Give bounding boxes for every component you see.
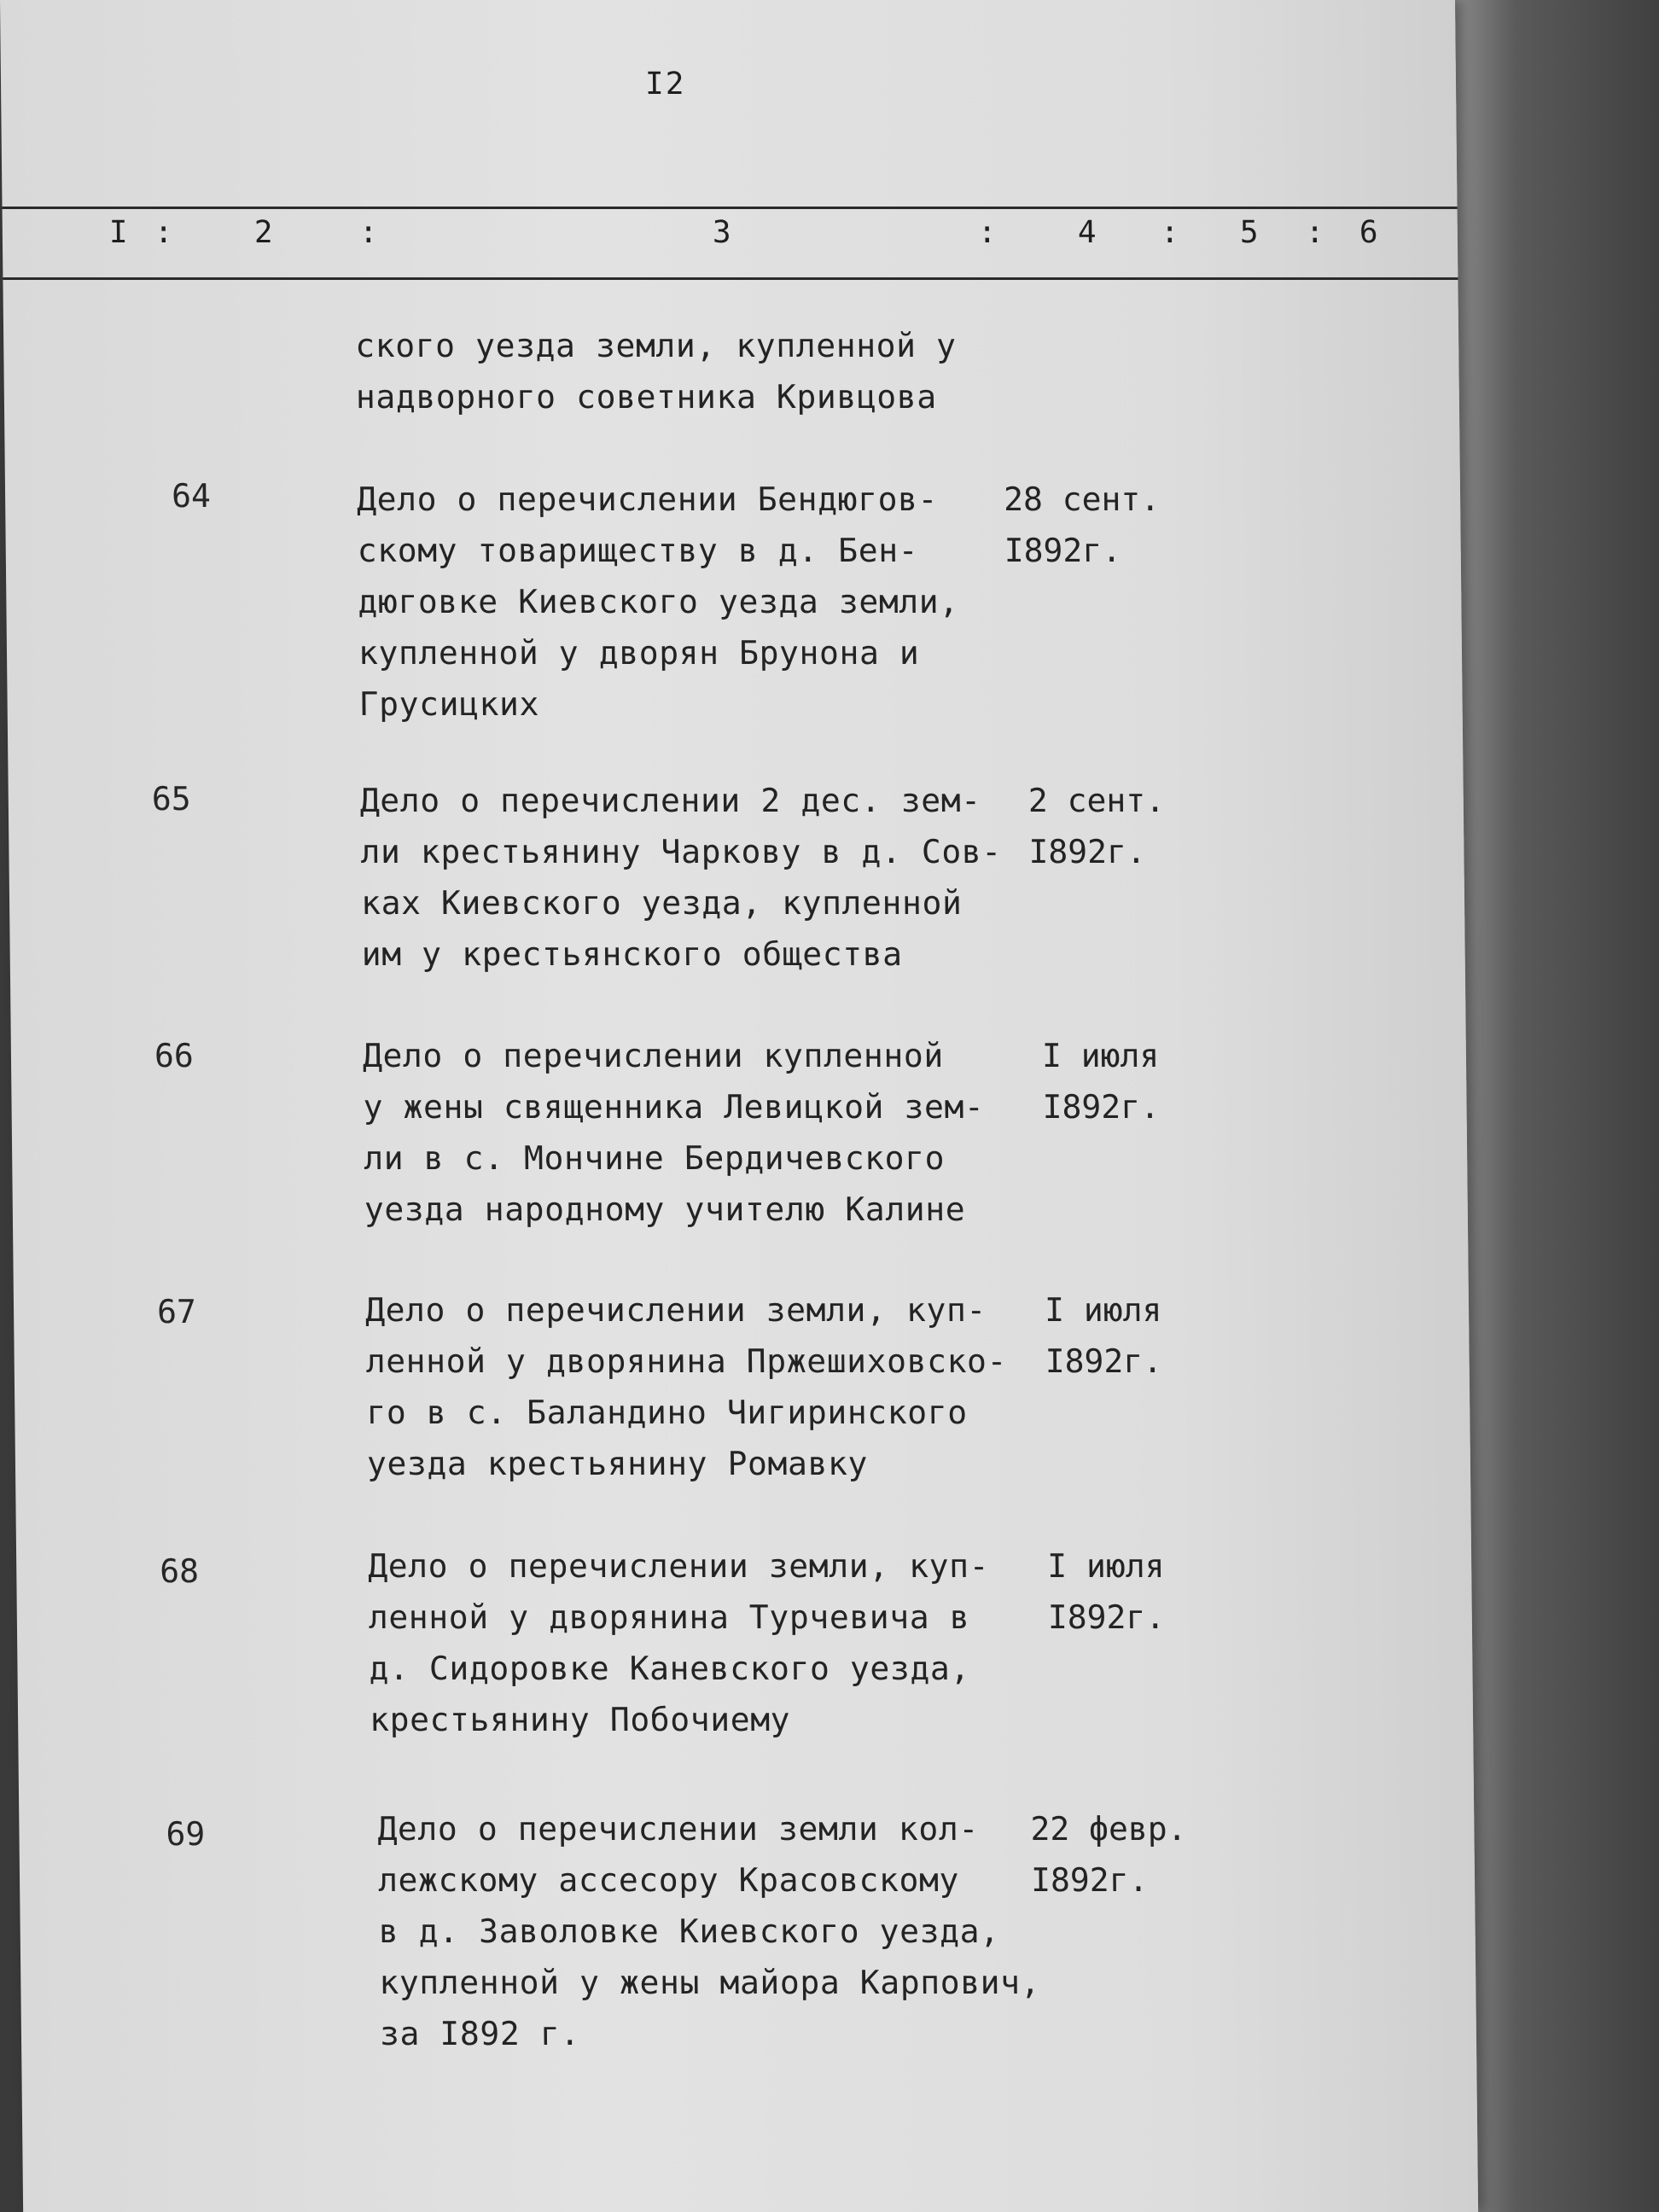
text-line: за I892 г. [379, 2015, 580, 2052]
text-line: Дело о перечислении Бендюгов- [356, 480, 939, 518]
date-line: 2 сент. [1027, 782, 1166, 819]
text-line: ках Киевского уезда, купленной [360, 884, 963, 922]
date-line: 22 февр. [1030, 1810, 1187, 1848]
header-rule-bottom [3, 277, 1458, 280]
text-line: ского уезда земли, купленной у [355, 327, 957, 364]
entry-description [355, 320, 958, 422]
date-line: I892г. [1004, 532, 1122, 569]
column-separator: : [154, 215, 173, 250]
text-line: уезда крестьянину Ромавку [366, 1445, 869, 1482]
text-line: Грусицких [358, 685, 540, 723]
text-line: дюговке Киевского уезда земли, [358, 583, 959, 620]
text-line: скому товариществу в д. Бен- [357, 532, 919, 569]
entry-number: 65 [151, 780, 191, 818]
column-header-5: 5 [1239, 215, 1259, 250]
text-line: лежскому ассесору Красовскому [377, 1861, 960, 1899]
entry-date [1004, 474, 1161, 576]
column-separator: : [358, 215, 378, 250]
entry-date [1045, 1284, 1163, 1387]
text-line: купленной у жены майора Карпович, [379, 1964, 1041, 2001]
header-rule-top [3, 207, 1458, 209]
text-line: уезда народному учителю Калине [364, 1190, 966, 1228]
entry-number: 67 [156, 1293, 197, 1330]
text-line: ленной у дворянина Турчевича в [368, 1598, 970, 1636]
column-header-6: 6 [1359, 215, 1378, 250]
entry-description [377, 1803, 1041, 2059]
text-line: купленной у дворян Брунона и [358, 634, 920, 672]
entry-number: 66 [154, 1037, 194, 1074]
date-line: I892г. [1030, 1861, 1149, 1899]
text-line: Дело о перечислении земли кол- [377, 1810, 980, 1848]
date-line: I июля [1041, 1037, 1160, 1074]
text-line: им у крестьянского общества [361, 935, 903, 973]
date-line: I892г. [1047, 1598, 1166, 1636]
entry-number: 69 [166, 1815, 206, 1853]
entry-description [368, 1540, 991, 1745]
column-header-2: 2 [253, 215, 273, 250]
text-line: Дело о перечислении 2 дес. зем- [359, 782, 981, 819]
column-separator: : [977, 215, 997, 250]
text-line: ленной у дворянина Пржешиховско- [365, 1342, 1008, 1380]
text-line: ли в с. Мончине Бердичевского [363, 1139, 946, 1177]
text-line: Дело о перечислении земли, куп- [367, 1547, 990, 1585]
entry-description [360, 775, 1004, 980]
page-number: I2 [644, 67, 686, 102]
text-line: Дело о перечислении земли, куп- [364, 1291, 987, 1329]
entry-description [365, 1284, 1009, 1489]
date-line: I892г. [1045, 1342, 1163, 1380]
entry-date [1047, 1540, 1166, 1643]
entry-description [357, 474, 960, 730]
date-line: I июля [1046, 1547, 1165, 1585]
entry-description [363, 1030, 986, 1235]
text-line: у жены священника Левицкой зем- [363, 1088, 985, 1126]
text-line: Дело о перечислении купленной [362, 1037, 945, 1074]
text-line: в д. Заволовке Киевского уезда, [378, 1912, 1000, 1950]
entry-date [1028, 775, 1166, 877]
column-header-4: 4 [1077, 215, 1097, 250]
date-line: I892г. [1028, 833, 1146, 870]
column-separator: : [1305, 215, 1324, 250]
entry-number: 68 [160, 1552, 200, 1590]
text-line: го в с. Баландино Чигиринского [366, 1394, 968, 1431]
text-line: ли крестьянину Чаркову в д. Сов- [360, 833, 1002, 870]
column-separator: : [1160, 215, 1179, 250]
entry-date [1030, 1803, 1187, 1906]
date-line: I июля [1044, 1291, 1162, 1329]
column-header-1: I [108, 215, 128, 250]
text-line: крестьянину Побочиему [369, 1701, 791, 1738]
text-line: д. Сидоровке Каневского уезда, [369, 1650, 971, 1687]
entry-date [1042, 1030, 1161, 1132]
text-line: надворного советника Кривцова [355, 378, 937, 416]
column-header-3: 3 [712, 215, 731, 250]
background-strip [1455, 0, 1659, 2212]
date-line: 28 сент. [1003, 480, 1161, 518]
entry-number: 64 [171, 477, 212, 515]
date-line: I892г. [1042, 1088, 1161, 1126]
